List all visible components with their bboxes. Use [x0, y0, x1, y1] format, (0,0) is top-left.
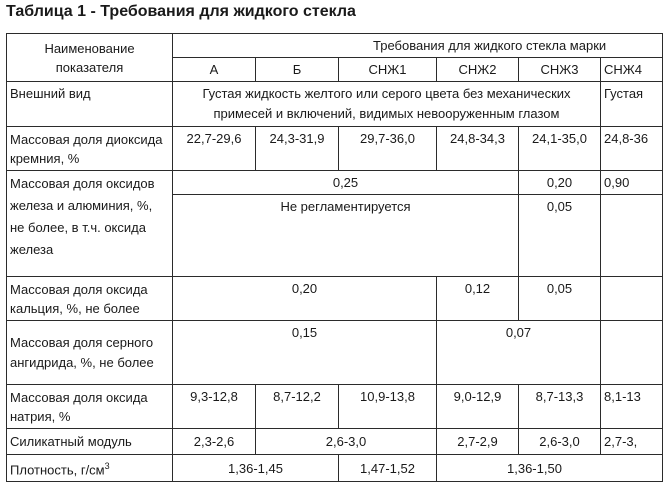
header-name-cell — [7, 34, 173, 82]
row-silicate-modulus-a: 2,3-2,6 — [173, 429, 256, 455]
row-silica-b: 24,3-31,9 — [256, 127, 339, 171]
row-sodium-snzh2: 9,0-12,9 — [437, 385, 519, 429]
row-silica-snzh1: 29,7-36,0 — [339, 127, 437, 171]
row-sulfur-snzh4 — [601, 321, 663, 385]
row-sodium-snzh4: 8,1-13 — [601, 385, 663, 429]
row-calcium — [7, 277, 663, 321]
brand-a: А — [173, 58, 256, 82]
row-density-label: Плотность, г/см — [10, 462, 105, 478]
brand-snzh3: СНЖ3 — [519, 58, 601, 82]
row-silica-snzh3: 24,1-35,0 — [519, 127, 601, 171]
row-density-label-sup: 3 — [104, 461, 110, 471]
row-density-ab: 1,36-1,45 — [173, 455, 339, 482]
row-sulfur — [7, 321, 663, 385]
row-sodium — [7, 385, 663, 429]
brand-snzh1: СНЖ1 — [339, 58, 437, 82]
row-silica-label: Массовая доля диоксида кремния, % — [7, 127, 173, 171]
row-sodium-label: Массовая доля оксида натрия, % — [7, 385, 173, 429]
row-silicate-modulus — [7, 429, 663, 455]
row-iron-alum-iron-ab-snzh2: Не регламентируется — [173, 195, 519, 277]
row-silicate-modulus-snzh4: 2,7-3, — [601, 429, 663, 455]
row-silica-snzh2: 24,8-34,3 — [437, 127, 519, 171]
row-calcium-snzh3: 0,05 — [519, 277, 601, 321]
header-name-line-1: Наименование — [44, 40, 135, 56]
row-silica-snzh4: 24,8-36 — [601, 127, 663, 171]
row-density-label-cell — [7, 455, 173, 482]
row-density-snzh1: 1,47-1,52 — [339, 455, 437, 482]
row-silicate-modulus-b-snzh1: 2,6-3,0 — [256, 429, 437, 455]
row-appearance-snzh4: Густая — [601, 82, 663, 127]
brand-snzh2: СНЖ2 — [437, 58, 519, 82]
row-density-snzh2-4: 1,36-1,50 — [437, 455, 663, 482]
row-appearance-value: Густая жидкость желтого или серого цвета без механических примесей и включений, видимых невооруженным глазом — [173, 82, 601, 127]
row-silica-a: 22,7-29,6 — [173, 127, 256, 171]
header-group-cell — [173, 34, 663, 58]
row-iron-alum-iron-snzh4 — [601, 195, 663, 277]
header-row-1 — [7, 34, 663, 58]
requirements-table — [6, 33, 663, 482]
brand-snzh4: СНЖ4 — [601, 58, 663, 82]
row-sodium-b: 8,7-12,2 — [256, 385, 339, 429]
row-sulfur-snzh2-snzh3: 0,07 — [437, 321, 601, 385]
row-iron-alum-iron-snzh3: 0,05 — [519, 195, 601, 277]
row-calcium-snzh2: 0,12 — [437, 277, 519, 321]
row-density — [7, 455, 663, 482]
row-iron-alum-label: Массовая доля оксидов железа и алюминия, %, не более, в т.ч. оксида железа — [7, 171, 173, 277]
row-calcium-ab-snzh1: 0,20 — [173, 277, 437, 321]
row-silicate-modulus-snzh3: 2,6-3,0 — [519, 429, 601, 455]
row-calcium-snzh4 — [601, 277, 663, 321]
row-iron-alum-total — [7, 171, 663, 195]
row-sulfur-label: Массовая доля серного ангидрида, %, не более — [7, 321, 173, 385]
row-sodium-a: 9,3-12,8 — [173, 385, 256, 429]
header-name-line-2: показателя — [55, 59, 124, 75]
row-silicate-modulus-snzh2: 2,7-2,9 — [437, 429, 519, 455]
row-silicate-modulus-label: Силикатный модуль — [7, 429, 173, 455]
row-sulfur-ab-snzh1: 0,15 — [173, 321, 437, 385]
row-appearance-label: Внешний вид — [7, 82, 173, 127]
row-sodium-snzh3: 8,7-13,3 — [519, 385, 601, 429]
row-iron-alum-total-snzh4: 0,90 — [601, 171, 663, 195]
row-silica — [7, 127, 663, 171]
row-appearance — [7, 82, 663, 127]
brand-b: Б — [256, 58, 339, 82]
table-caption: Таблица 1 - Требования для жидкого стекла — [6, 3, 356, 20]
row-calcium-label: Массовая доля оксида кальция, %, не более — [7, 277, 173, 321]
row-iron-alum-total-ab-snzh2: 0,25 — [173, 171, 519, 195]
row-iron-alum-total-snzh3: 0,20 — [519, 171, 601, 195]
header-group-label: Требования для жидкого стекла марки — [373, 38, 607, 53]
row-sodium-snzh1: 10,9-13,8 — [339, 385, 437, 429]
